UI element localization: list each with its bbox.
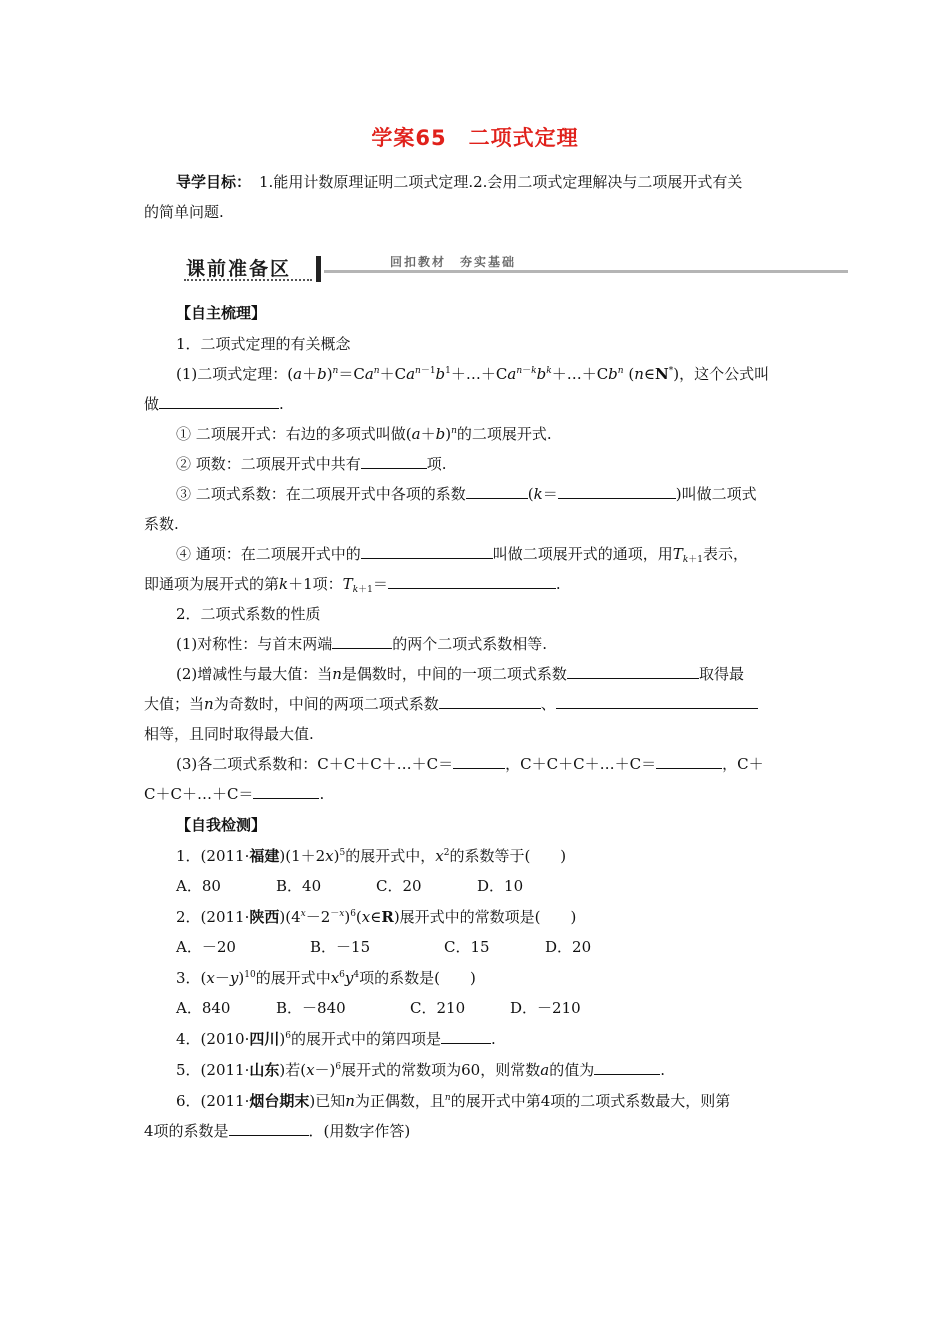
expansion-line: ① 二项展开式：右边的多项式叫做$(a+b)^n$的二项展开式. [176, 425, 552, 443]
blank-symmetry[interactable] [332, 634, 392, 649]
theorem-suffix: ，这个公式叫 [679, 365, 770, 383]
question-6-line-2 [144, 1121, 809, 1141]
q2-source: 陕西 [249, 908, 280, 926]
symmetry-line [176, 634, 809, 654]
banner-dots [184, 279, 312, 281]
blank-coef[interactable] [466, 484, 528, 499]
blank-general-formula[interactable] [388, 574, 556, 589]
q5-a: 5．(2011· [176, 1061, 250, 1079]
banner-bar [316, 256, 321, 282]
q6-c: 为正偶数，且 [354, 1092, 445, 1110]
q2-c: －2 [305, 908, 331, 926]
q3-option-b[interactable]: B．－840 [276, 999, 346, 1017]
max-line: (2)增减性与最大值：当n是偶数时，中间的一项二项式系数 取得最 [176, 665, 744, 683]
q1-option-a[interactable]: A．80 [176, 877, 221, 895]
objective-label: 导学目标： [176, 173, 252, 191]
q5-c: 展开式的常数项为60，则常数 [341, 1061, 541, 1079]
expansion-tail: 的二项展开式. [456, 425, 552, 443]
section-banner [182, 250, 848, 284]
sum-line-2: C＋C＋…＋C＝ . [144, 785, 325, 803]
general-tail: 表示， [703, 545, 749, 563]
general-text: ④ 通项：在二项展开式中的 [176, 545, 361, 563]
symmetry-tail: 的两个二项式系数相等. [392, 635, 548, 653]
banner-label: 课前准备区 [186, 258, 292, 280]
q4-a: 4．(2010· [176, 1030, 250, 1048]
q1-option-c[interactable]: C．20 [376, 877, 422, 895]
general-line2-b: 项： [312, 575, 343, 593]
blank-sum-all[interactable] [453, 754, 505, 769]
blank-term-count[interactable] [361, 454, 427, 469]
blank-q5[interactable] [594, 1060, 660, 1075]
q2-b: )(4 [279, 908, 301, 926]
q2-a: 2．(2011· [176, 908, 250, 926]
q3-options [176, 998, 809, 1018]
blank-sum-odd[interactable] [656, 754, 722, 769]
max-b: 是偶数时，中间的一项二项式系数 [341, 665, 567, 683]
coef-line: ③ 二项式系数：在二项展开式中各项的系数 (k＝ )叫做二项式 [176, 485, 757, 503]
question-2: 2．(2011·陕西)$(4^x-2^{-x})^6(x\in R)$展开式中的常数项是( ) [176, 908, 577, 926]
review-s2-title: 2．二项式系数的性质 [176, 605, 321, 623]
q1-a: 1．(2011· [176, 847, 250, 865]
coef-tail: )叫做二项式 [675, 485, 757, 503]
q4-source: 四川 [249, 1030, 280, 1048]
max-line-3: 相等，且同时取得最大值. [144, 725, 314, 743]
blank-sum-even[interactable] [253, 784, 319, 799]
q1-option-b[interactable]: B．40 [276, 877, 322, 895]
q2-option-a[interactable]: A．－20 [176, 938, 236, 956]
sum-line [176, 754, 809, 774]
max2-a: 大值；当 [144, 695, 205, 713]
blank-odd-max-2[interactable] [556, 694, 758, 709]
q3-option-c[interactable]: C．210 [410, 999, 466, 1017]
general-term-line-2: 即通项为展开式的第k＋1项：$T_{k+1}=$ . [144, 575, 561, 595]
blank-general-term[interactable] [361, 544, 493, 559]
theorem-line-2: 做 . [144, 395, 284, 413]
expansion-text: ① 二项展开式：右边的多项式叫做 [176, 425, 406, 443]
q1-c: 的展开式中， [345, 847, 436, 865]
objective-text-1: 1.能用计数原理证明二项式定理.2.会用二项式定理解决与二项展开式有关 [259, 173, 743, 191]
q2-option-c[interactable]: C．15 [444, 938, 490, 956]
q6-b: )已知 [309, 1092, 346, 1110]
review-s1-title: 1．二项式定理的有关概念 [176, 335, 351, 353]
q3-c: 项的系数是( ) [359, 969, 476, 987]
blank-k-range[interactable] [558, 484, 676, 499]
blank-q6[interactable] [229, 1121, 309, 1136]
objective-line-2: 的简单问题. [144, 203, 224, 221]
theorem-line [176, 364, 809, 384]
q2-option-b[interactable]: B．－15 [310, 938, 371, 956]
q3-option-d[interactable]: D．－210 [510, 999, 581, 1017]
blank-even-max[interactable] [567, 664, 699, 679]
q3-a: 3．( [176, 969, 207, 987]
max-line-2: 大值；当n为奇数时，中间的两项二项式系数 、 [144, 694, 809, 714]
sum-c: ，C＋ [722, 755, 764, 773]
theorem-prefix: (1)二项式定理： [176, 365, 288, 383]
q6-source: 烟台期末 [249, 1092, 310, 1110]
q5-source: 山东 [249, 1061, 280, 1079]
question-1: 1．(2011·福建)$(1+2x)^5$的展开式中，$x^2$的系数等于( ) [176, 847, 567, 865]
q2-option-d[interactable]: D．20 [545, 938, 592, 956]
q1-b: )(1＋2 [279, 847, 326, 865]
q1-options [176, 876, 809, 896]
banner-rule [324, 270, 848, 273]
general-line2-a: 即通项为展开式的第 [144, 575, 280, 593]
q2-options [176, 937, 809, 957]
q6-line2-b: ．(用数字作答) [308, 1122, 411, 1140]
objective-line-1 [176, 172, 809, 192]
general-term-line: ④ 通项：在二项展开式中的 叫做二项展开式的通项，用$T_{k+1}$表示， [176, 545, 749, 565]
sum-a: (3)各二项式系数和：C＋C＋C＋…＋C＝ [176, 755, 454, 773]
coef-text: ③ 二项式系数：在二项展开式中各项的系数 [176, 485, 466, 503]
banner-tag: 回扣教材 夯实基础 [390, 255, 517, 269]
q6-d: 的展开式中第4项的二项式系数最大，则第 [450, 1092, 731, 1110]
max-c: 取得最 [698, 665, 744, 683]
q1-option-d[interactable]: D．10 [477, 877, 524, 895]
q3-option-a[interactable]: A．840 [176, 999, 231, 1017]
question-6: 6．(2011·烟台期末)已知n为正偶数，且$^n$的展开式中第4项的二项式系数最大，则第 [176, 1092, 731, 1110]
q5-b: )若( [279, 1061, 307, 1079]
symmetry-text: (1)对称性：与首末两端 [176, 635, 333, 653]
terms-line [176, 454, 809, 474]
page-title: 学案65 二项式定理 [371, 126, 579, 150]
max-a: (2)增减性与最大值：当 [176, 665, 333, 683]
q6-line2-a: 4项的系数是 [144, 1122, 229, 1140]
q1-d: 的系数等于( ) [449, 847, 567, 865]
question-3: 3．$(x-y)^{10}$的展开式中$x^6y^4$项的系数是( ) [176, 969, 476, 987]
q2-d: ∈ [370, 908, 382, 926]
q5-d: 的值为 [549, 1061, 595, 1079]
blank-theorem-name[interactable] [159, 394, 279, 409]
general-mid: 叫做二项展开式的通项，用 [492, 545, 673, 563]
q4-b: 的展开式中的第四项是 [290, 1030, 441, 1048]
max2-b: 为奇数时，中间的两项二项式系数 [213, 695, 439, 713]
blank-q4[interactable] [441, 1029, 491, 1044]
q6-a: 6．(2011· [176, 1092, 250, 1110]
q2-e: )展开式中的常数项是( ) [393, 908, 577, 926]
selftest-heading: 【自我检测】 [176, 816, 267, 834]
sum-2: C＋C＋…＋C＝ [144, 785, 254, 803]
terms-tail: 项. [426, 455, 447, 473]
q1-source: 福建 [249, 847, 280, 865]
theorem-line-2-text: 做 [144, 395, 160, 413]
blank-odd-max-1[interactable] [439, 694, 541, 709]
coef-line-2: 系数. [144, 515, 179, 533]
sum-b: ，C＋C＋C＋…＋C＝ [505, 755, 657, 773]
terms-text: ② 项数：二项展开式中共有 [176, 455, 361, 473]
theorem-formula: $(a+b)^n=Ca^n+Ca^{n-1}b^1+\dots+Ca^{n-k}b^k+\dots+Cb^n$ (n∈N*) [287, 365, 680, 383]
q3-b: 的展开式中 [255, 969, 331, 987]
question-5: 5．(2011·山东)若$(x-)^6$展开式的常数项为60，则常数a的值为 . [176, 1061, 665, 1079]
question-4: 4．(2010·四川)$^6$的展开式中的第四项是 . [176, 1030, 496, 1048]
review-heading: 【自主梳理】 [176, 304, 267, 322]
